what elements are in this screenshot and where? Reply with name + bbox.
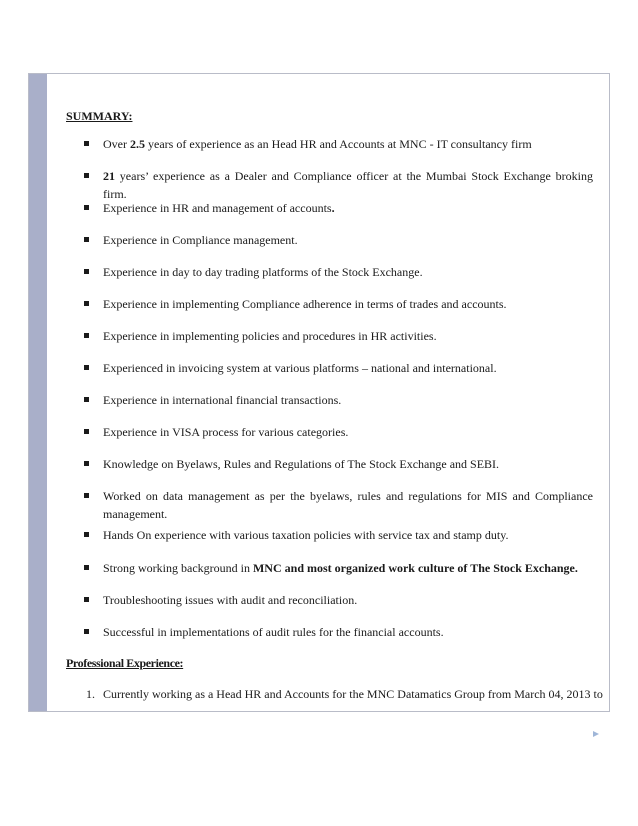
summary-bullet: Experience in international financial transactions.: [84, 391, 593, 409]
summary-bullet: Experience in implementing Compliance adherence in terms of trades and accounts.: [84, 295, 593, 313]
summary-bullet: Knowledge on Byelaws, Rules and Regulations of The Stock Exchange and SEBI.: [84, 455, 593, 473]
summary-bullet: Experience in Compliance management.: [84, 231, 593, 249]
summary-bullet: 21 years’ experience as a Dealer and Compliance officer at the Mumbai Stock Exchange broking firm.: [84, 167, 593, 203]
bullet-square-icon: [84, 141, 89, 146]
professional-experience-heading: Professional Experience:: [66, 656, 184, 670]
next-page-arrow-icon[interactable]: [593, 731, 599, 737]
bullet-square-icon: [84, 629, 89, 634]
bullet-square-icon: [84, 205, 89, 210]
bullet-square-icon: [84, 597, 89, 602]
summary-bullet: Hands On experience with various taxation policies with service tax and stamp duty.: [84, 526, 593, 544]
bullet-square-icon: [84, 237, 89, 242]
bullet-square-icon: [84, 333, 89, 338]
experience-item: [86, 685, 603, 703]
experience-item-number: 1.: [86, 687, 95, 701]
summary-bullet: Strong working background in MNC and most organized work culture of The Stock Exchange.: [84, 559, 593, 577]
summary-bullet: Experience in implementing policies and procedures in HR activities.: [84, 327, 593, 345]
summary-bullet: Experienced in invoicing system at various platforms – national and international.: [84, 359, 593, 377]
document-page: [28, 73, 610, 712]
summary-bullet: Over 2.5 years of experience as an Head HR and Accounts at MNC - IT consultancy firm: [84, 135, 593, 153]
bullet-square-icon: [84, 532, 89, 537]
decorative-sidebar: [29, 74, 47, 711]
summary-bullet: Experience in VISA process for various categories.: [84, 423, 593, 441]
bullet-square-icon: [84, 397, 89, 402]
bullet-square-icon: [84, 173, 89, 178]
bullet-square-icon: [84, 429, 89, 434]
experience-item-text: Currently working as a Head HR and Accounts for the MNC Datamatics Group from March 04, 2013 to: [103, 687, 603, 701]
summary-bullet: Successful in implementations of audit rules for the financial accounts.: [84, 623, 593, 641]
summary-heading: SUMMARY:: [66, 109, 133, 123]
bullet-square-icon: [84, 301, 89, 306]
summary-bullet: Experience in day to day trading platforms of the Stock Exchange.: [84, 263, 593, 281]
bullet-square-icon: [84, 565, 89, 570]
bullet-square-icon: [84, 461, 89, 466]
bullet-square-icon: [84, 269, 89, 274]
summary-bullet: Worked on data management as per the byelaws, rules and regulations for MIS and Compliance management.: [84, 487, 593, 523]
bullet-square-icon: [84, 365, 89, 370]
bullet-square-icon: [84, 493, 89, 498]
summary-bullet: Experience in HR and management of accounts.: [84, 199, 593, 217]
summary-bullet: Troubleshooting issues with audit and reconciliation.: [84, 591, 593, 609]
